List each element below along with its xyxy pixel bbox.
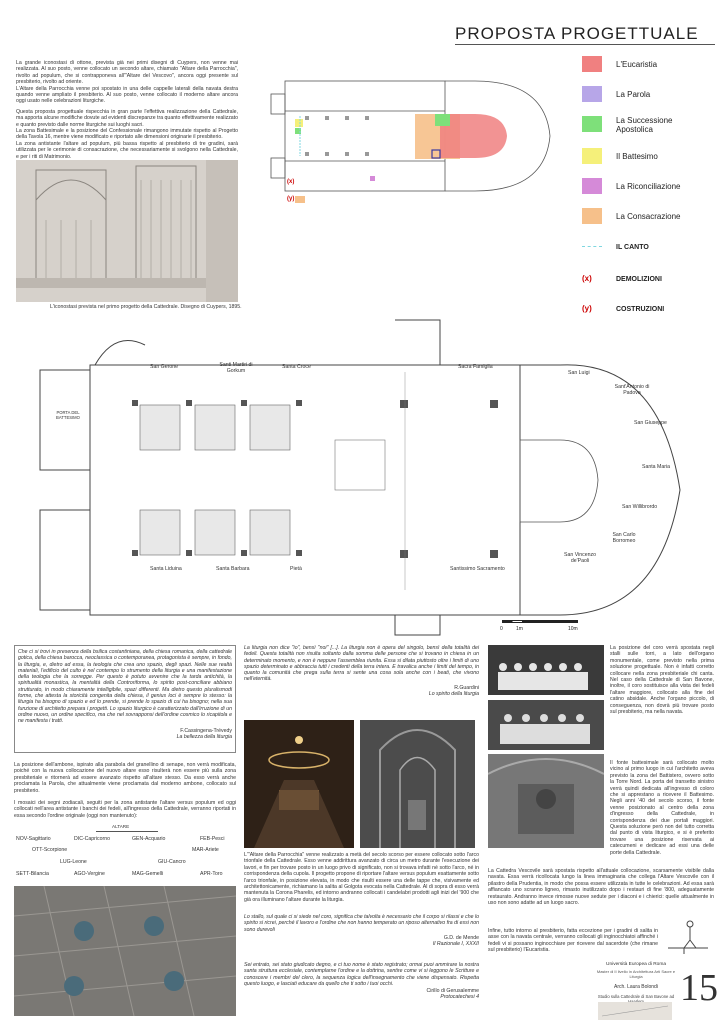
room-san-vincenzo: San Vincenzo de'Paoli <box>564 552 596 564</box>
scale-label-ten: 10m <box>568 626 578 632</box>
choir-stalls-photo <box>488 700 604 750</box>
legend-swatch <box>582 208 602 224</box>
floor-mosaic-photo <box>14 886 236 1016</box>
legend-label: La Parola <box>616 90 651 99</box>
legend-label: IL CANTO <box>616 244 649 251</box>
room-santi-martiri: Santi Martiri di Gorkum <box>219 362 253 374</box>
room-san-willibrordo: San Willibrordo <box>622 504 658 510</box>
zodiac-diagram <box>14 824 236 882</box>
zodiac-altare: ALTARE <box>112 824 130 829</box>
room-santissimo: Santissimo Sacramento <box>450 566 505 572</box>
page-title: PROPOSTA PROGETTUALE <box>455 24 699 43</box>
small-plan <box>265 56 565 216</box>
legend-swatch <box>582 86 602 102</box>
zodiac-sign: MAR-Ariete <box>192 847 219 853</box>
quote-2-source: Lo spirito della liturgia <box>428 690 479 697</box>
room-san-gerone: San Gerone <box>150 364 178 370</box>
quote-2-author: R.Guardini <box>454 684 479 691</box>
iconostasi-drawing <box>16 160 238 302</box>
legend-label: La Successione Apostolica <box>616 116 673 134</box>
floor-mosaic-icon <box>14 886 236 1016</box>
room-santa-barbara: Santa Barbara <box>216 566 250 572</box>
kneeling-figure <box>664 918 708 958</box>
room-santa-liduina: Santa Liduina <box>150 566 182 572</box>
zodiac-altare-line <box>96 831 158 832</box>
organ-loft-photo <box>488 754 604 848</box>
legend-swatch <box>582 116 602 132</box>
room-pieta: Pietà <box>290 566 302 572</box>
title-block-architect: Arch. Laura Bolondi <box>614 984 658 990</box>
title-block-university: Università Europea di Roma <box>606 962 666 967</box>
organ-loft-icon <box>488 754 604 848</box>
choir-photo <box>488 645 604 695</box>
iconostasi-caption: L'iconostasi prevista nel primo progetto della Cattedrale. Disegno di Cuypers, 1895. <box>50 304 242 310</box>
quote-box-4 <box>244 962 479 1020</box>
room-san-carlo: San Carlo Borromeo <box>612 532 636 544</box>
room-san-giuseppe: San Giuseppe <box>634 420 667 426</box>
intro-paragraph: La zona antistante l'altare ad populum, più bassa rispetto al presbiterio di tre gradini, sarà utilizzata per le cerimonie di consacrazione, che necessariamente si svolgono nella Cattedrale, e per i riti di Matrimonio. <box>16 140 238 160</box>
legend-canto-line <box>582 246 602 247</box>
legend-riconciliazione <box>582 178 722 196</box>
legend-label: DEMOLIZIONI <box>616 276 662 283</box>
room-porta-battesimo: PORTA DEL BATTESIMO <box>56 410 80 420</box>
zodiac-sign: DIC-Capricorno <box>74 836 111 842</box>
legend-consacrazione <box>582 208 722 226</box>
choir-stalls-icon <box>488 700 604 750</box>
room-sacra-famiglia: Sacra Famiglia <box>458 364 493 370</box>
room-santa-maria: Santa Maria <box>642 464 670 470</box>
room-santa-croce: Santa Croce <box>282 364 311 370</box>
scale-label-zero: 0 <box>500 626 503 632</box>
legend-battesimo <box>582 148 722 166</box>
coro-text: La posizione del coro verrà spostata negli stalli sulle torri, a lato dell'organo monumentale, come previsto nella prima soluzione progettuale. Non è infatti corretto collocare nella zona presbiteriale chi canta. Nel caso della Cattedrale di San Bavone, inoltre, il coro sostituisce alla vista dei fedeli l'altare maggiore, collocato alla fine del catino absidale. Anche l'organo piccolo, di conseguenza, non dovrà più trovare posto sul presbiterio, ma nella navata. <box>610 645 714 716</box>
nave-photo-icon <box>360 720 475 848</box>
intro-paragraph: La grande iconostasi di ottone, prevista già nei primi disegni di Cuypers, non venne mai realizzata. Al suo posto, venne collocato un secondo altare, chiamato "Altare della Parrocchia", rivolto ad populum, che si contrapponeva all'"Altare del Vescovo", ancora oggi presente sul presbiterio, rivolto ad oriente. <box>16 60 238 86</box>
zodiac-sign: LUG-Leone <box>60 859 87 865</box>
legend-demolizioni <box>582 272 722 290</box>
nave-photo <box>360 720 475 848</box>
quote-4-text: Sei entrato, sei stato giudicato degno, e ci tuo nome è stato registrato; ormai puoi ammirare la nostra santa struttura ecclesiale, contemplarne l'ordine e la dottrina, sentire come vi si leggono le Scritture e conoscere i membri del clero, la sequenza logica dell'insegnamento che viene dispensato. Rispetta questo luogo, e lasciati educare da quello che ti sotto i tuoi occhi. <box>244 962 479 987</box>
quote-2-text: La liturgia non dice "io", bensì "noi" [...]. La liturgia non è opera del singolo, bensì della totalità dei fedeli. Questa totalità non risulta soltanto dalla somma delle persone che si trovano in chiesa in un determinato momento, e non è neppure l'assemblea riunita. Essa si dilata piuttosto oltre i limiti di uno spazio determinato e abbraccia tutti i credenti della terra intera. E travalica anche i limiti del tempo, in quanto la comunità che prega sulla terra si sente una cosa sola anche con i beati, che vivono nell'eternità. <box>244 645 479 683</box>
legend-label: Il Battesimo <box>616 152 658 161</box>
altar-photo <box>244 720 354 848</box>
legend-swatch <box>582 148 602 164</box>
quote-4-author: Cirillo di Gerusalemme <box>426 988 479 995</box>
zodiac-sign: FEB-Pesci <box>200 836 225 842</box>
inginocchiatoio-text: Infine, tutto intorno al presbiterio, fatta eccezione per i gradini di salita in asse con la navata centrale, verranno collocati gli inginocchiatoi affinché i fedeli vi si possano inginocchiare per ricevere dal sacerdote (che rimane sul presbiterio) l'Eucaristia. <box>488 928 658 954</box>
legend-label: La Consacrazione <box>616 212 681 221</box>
quote-3-author: G.D. de Mende <box>443 934 479 941</box>
title-block-master: Master di II livello in Architettura Arti Sacre e Liturgia <box>596 969 676 979</box>
quote-1-source: La bellezza della liturgia <box>176 733 232 740</box>
legend-label: L'Eucaristia <box>616 60 658 69</box>
small-plan-marker-y: (y) <box>287 196 295 202</box>
intro-text <box>16 60 238 173</box>
quote-4-source: Protocatechesi 4 <box>440 994 479 1001</box>
quote-box-1 <box>14 645 236 753</box>
ambone-text: La posizione dell'ambone, ispirato alla parabola del granellino di senape, non verrà modificata, poiché con la nuova collocazione del nuovo altare esso risulterà non essere più sulla zona presbiteriale e ritornerà ad essere avanzato rispetto all'altare stesso. Da esso verrà anche proclamata la Parola, che attualmente viene proclamata dal moderno ambone, collocato sul presbiterio. <box>14 762 236 794</box>
legend-label: La Riconciliazione <box>616 182 681 191</box>
legend-marker: (y) <box>582 304 592 313</box>
room-san-luigi: San Luigi <box>568 370 590 376</box>
intro-paragraph: Questa proposta progettuale rispecchia in gran parte l'effettiva realizzazione della Cattedrale, ma apporta alcune modifiche dovute ad evidenti discrepanze tra quanto effettivamente realizzato e quanto previsto dalle norme liturgiche sui luoghi sacri. <box>16 108 238 128</box>
legend-eucaristia <box>582 56 722 74</box>
quote-3-source: Il Razionale I, XXXII <box>432 941 479 948</box>
legend-parola <box>582 86 722 104</box>
scale-label-one: 1m <box>516 626 523 632</box>
quote-1-author: F.Cassingena-Trévedy <box>180 727 232 734</box>
cattedra-text: La Cattedra Vescovile sarà spostata rispetto all'attuale collocazione, scarsamente visibile dalla navata. Essa verrà ricollocata lungo la linea immaginaria che collega l'Altare Vescovile con il pilastro della Prudentia, in modo che possa essere utilizzata in tutte le celebrazioni. Ad essa sarà affiancato uno scranno ligneo, rimasto inutilizzato dopo i restauri di fine '800, adeguatamente restaurato. Andranno invece rimosse nuove sedute per i diaconi e i chierici: quelle attualmente in uso non sono adatte ad un luogo sacro. <box>488 868 714 907</box>
scale-bar <box>502 620 582 636</box>
quote-box-2 <box>244 645 479 715</box>
small-plan-marker-x: (x) <box>287 179 295 185</box>
title-block-thumbnail <box>598 1002 672 1020</box>
mosaic-text: I mosaici dei segni zodiacali, seguiti per la zona antistante l'altare versus populum ed oggi collocati nell'area antistante i banchi dei fedeli, all'ingresso della Cattedrale, verranno riportati in essa secondo l'ordine originale (oggi non mantenuto): <box>14 800 236 819</box>
legend-marker: (x) <box>582 274 592 283</box>
kneeling-figure-icon <box>664 918 708 958</box>
thumbnail-icon <box>598 1002 672 1020</box>
zodiac-sign: APR-Toro <box>200 871 223 877</box>
legend-swatch <box>582 56 602 72</box>
choir-photo-icon <box>488 645 604 695</box>
legend-canto <box>582 240 722 258</box>
intro-paragraph: L'Altare della Parrocchia venne poi spostato in una delle cappelle laterali della navata destra quando venne ampliato il presbiterio. Al suo posto, venne collocato il moderno altare ancora oggi usato nelle celebrazioni liturgiche. <box>16 85 238 105</box>
quote-1-text: Che ci si trovi in presenza della bsilica costantiniana, della chiesa romanica, della cattedrale gotica, della chiesa barocca, neoclassica o contemporanea, protagonista è sempre, in fondo, la liturgia, e, dietro ad essa, la teologia che crea uno spazio, degli spazi. Nelle sue realtà materiali, l'edificio del culto è nel contempo lo strumento della liturgia e una manifestazione della teologia che la sorregge. Per questo è potuto avvenire che la tarda antichità, la spiritualità monastica, la mentalità della Controriforma, lo spirito post-conciliare abbiano strutturato, in modo chiaramente intelligibile, spazi differenti. Ma dietro questo pluralismodi forme, che attesta la storicità congenita della chiesa, il genius loci è sempre lo stesso: la liturgia ha bisogno di spazio e ed lo prende, si prende lo spazio di cui ha bisogno; nella sua funzione di architetto prepara i progetti. Lo spazio liturgico è caratterizzato dall'irruzione di un ordine nuovo, un ordine specifico, ma che nel sovrapponsi dell'ordine cosmico lo ricapitola e ne manifesta i tratti. <box>18 649 232 725</box>
large-plan <box>20 300 710 640</box>
quote-box-3 <box>244 914 479 958</box>
altar-photo-icon <box>244 720 354 848</box>
title-block-number: 15 <box>680 967 718 1009</box>
scale-bar-line <box>502 620 578 623</box>
zodiac-sign: SETT-Bilancia <box>16 871 49 877</box>
intro-paragraph: La zona Battesimale e la posizione del Confessionale rimangono immutate rispetto al Progetto della Tavola 16, mentre viene modificato e riportato alle dimensioni originarie il presbiterio. <box>16 128 238 141</box>
zodiac-sign: NOV-Sagittario <box>16 836 51 842</box>
zodiac-sign: MAG-Gemelli <box>132 871 164 877</box>
zodiac-sign: AGO-Vergine <box>74 871 105 877</box>
altare-parrocchia-text: L'"Altare della Parrocchia" venne realizzato a metà del secolo scorso per essere collocato sotto l'arco trionfale della Cattedrale. Esso venne addirittura avanzato di circa un metro durante l'esecuzione dei lavori, e fin per trovare posto in un luogo privo di significato, non si trovava infatti né sotto l'arco, né in corrispondenza della cupola. Il progetto propone di riportare l'altare versus populum esattamente sotto l'arco trionfale, in posizione elevata, in modo che risulti essere una delle tappe che, visivamente ed architettonicamente, richiamano la salita al Golgota evocata nella Cattedrale. Al di sopra di esso verrà mantenuta la Corona Pharelis, ed intorno andranno collocati i candelabri prodotti agli inizi del '900 che già ora illuminano l'altare durante la liturgia. <box>244 852 479 903</box>
fonte-text: Il fonte battesimale sarà collocato molto vicino al primo luogo in cui l'architetto aveva previsto la zona del Battistero, ovvero sotto la Torre Nord. La porta del transetto sinistro verrà quindi dedicata all'ingresso di coloro che si apprestano a ricevere il Battesimo. Negli anni '40 del secolo scorso, il fonte venne posizionato al centro della zona d'ingresso della Cattedrale, in corrispondenza dei due portali maggiori. Questa soluzione però non del tutto corretta dal punto di vista liturgico, e si è preferito trovare una posizione riservata ai catecumeni e dedicare ad essi una delle porte della Cattedrale. <box>610 760 714 856</box>
iconostasi-sketch-icon <box>16 160 238 302</box>
room-sant-antonio: Sant'Antonio di Padova <box>614 384 650 396</box>
title-rule <box>455 44 715 45</box>
zodiac-sign: OTT-Scorpione <box>32 847 68 853</box>
quote-3-text: Lo stallo, sul quale ci si siede nel coro, significa che talvolta è necessario che il corpo si rilassi e che lo spirito si ricrei, perché il lavoro e l'ordine che non hanno temperato un riposo alternativo fra di essi non sono durevoli <box>244 914 479 933</box>
legend-successione <box>582 116 722 134</box>
zodiac-sign: GIU-Cancro <box>158 859 186 865</box>
zodiac-sign: GEN-Acquario <box>132 836 166 842</box>
legend-swatch <box>582 178 602 194</box>
legend-label: COSTRUZIONI <box>616 306 665 313</box>
title-block-study: Studio sulla Cattedrale di San Bavone ad <box>597 994 675 999</box>
